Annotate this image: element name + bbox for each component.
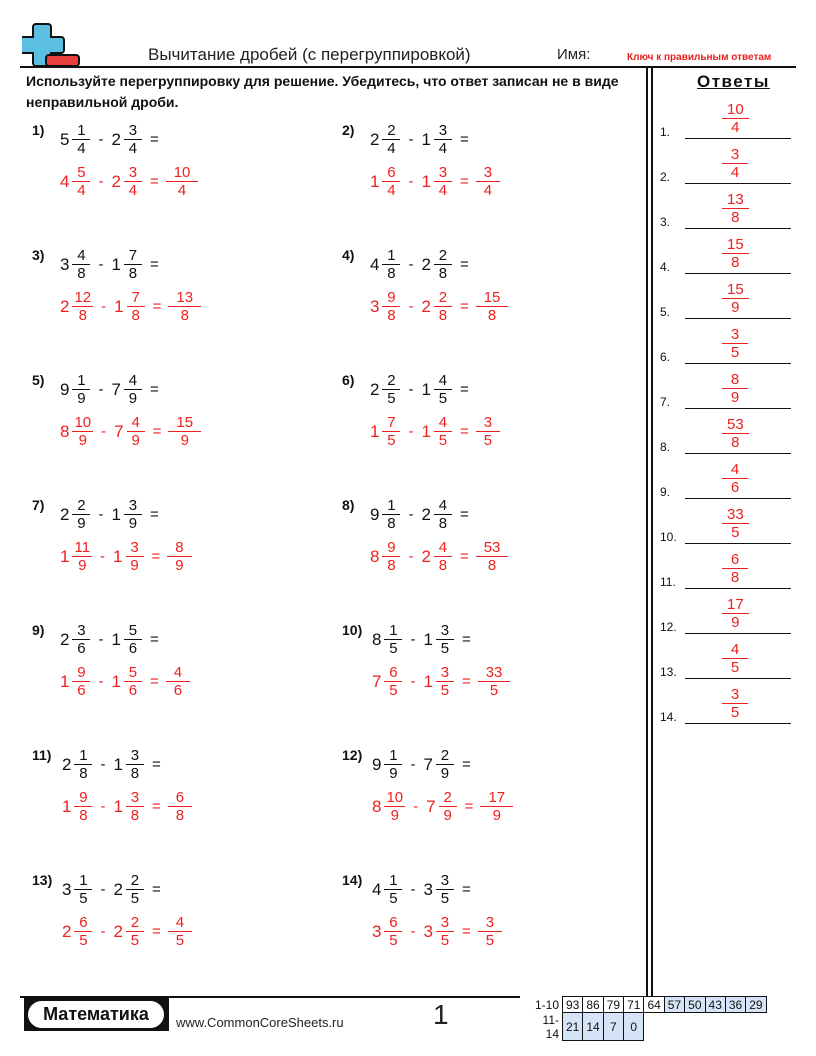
fraction: $\frac{1}{5}$ <box>74 872 92 907</box>
answer-fraction: $\frac{15}{8}$ <box>722 236 749 271</box>
fraction: $\frac{6}{4}$ <box>382 164 400 199</box>
answer-number: 4. <box>660 260 671 274</box>
problem-3 <box>32 247 332 357</box>
answer-item <box>660 324 795 364</box>
problem-number: 2) <box>342 122 355 138</box>
fraction: $\frac{6}{5}$ <box>384 664 402 699</box>
fraction: $\frac{10}{4}$ <box>169 164 196 199</box>
fraction: $\frac{3}{9}$ <box>124 497 142 532</box>
problem-number: 4) <box>342 247 355 263</box>
fraction: $\frac{3}{4}$ <box>124 164 142 199</box>
problem-question: 2 $\frac{2}{4}$ - 1 $\frac{3}{4}$ = <box>370 122 469 157</box>
fraction: $\frac{1}{9}$ <box>72 372 90 407</box>
fraction: $\frac{4}{8}$ <box>72 247 90 282</box>
problem-9 <box>32 622 332 732</box>
problem-number: 1) <box>32 122 45 138</box>
fraction: $\frac{10}{9}$ <box>386 789 404 824</box>
fraction: $\frac{2}{8}$ <box>434 289 452 324</box>
fraction: $\frac{9}{8}$ <box>382 539 400 574</box>
answer-item <box>660 504 795 544</box>
score-cell: 93 <box>563 997 583 1013</box>
answer-item <box>660 594 795 634</box>
problem-number: 6) <box>342 372 355 388</box>
answer-number: 10. <box>660 530 677 544</box>
page-title: Вычитание дробей (с перегруппировкой) <box>148 45 471 64</box>
answer-blank[interactable] <box>685 498 791 500</box>
site-url: www.CommonCoreSheets.ru <box>176 1015 344 1030</box>
fraction: $\frac{4}{5}$ <box>171 914 189 949</box>
fraction: $\frac{3}{5}$ <box>436 872 454 907</box>
answer-blank[interactable] <box>685 273 791 275</box>
answer-item <box>660 414 795 454</box>
problem-8 <box>342 497 642 607</box>
answer-number: 2. <box>660 170 671 184</box>
answer-item <box>660 369 795 409</box>
fraction: $\frac{5}{4}$ <box>72 164 90 199</box>
score-cell: 14 <box>583 1013 603 1041</box>
problem-13 <box>32 872 332 982</box>
answer-fraction: $\frac{6}{8}$ <box>722 551 748 586</box>
answer-item <box>660 99 795 139</box>
fraction: $\frac{2}{4}$ <box>382 122 400 157</box>
problem-question: 2 $\frac{2}{5}$ - 1 $\frac{4}{5}$ = <box>370 372 469 407</box>
fraction: $\frac{1}{8}$ <box>74 747 92 782</box>
fraction: $\frac{3}{8}$ <box>126 747 144 782</box>
answer-item <box>660 189 795 229</box>
problem-4 <box>342 247 642 357</box>
problem-number: 10) <box>342 622 363 638</box>
fraction: $\frac{3}{4}$ <box>479 164 497 199</box>
answer-blank[interactable] <box>685 543 791 545</box>
problem-number: 7) <box>32 497 45 513</box>
problem-question: 3 $\frac{4}{8}$ - 1 $\frac{7}{8}$ = <box>60 247 159 282</box>
problem-1 <box>32 122 332 232</box>
answer-blank[interactable] <box>685 318 791 320</box>
fraction: $\frac{4}{8}$ <box>434 497 452 532</box>
answer-item <box>660 684 795 724</box>
score-table <box>528 996 767 1041</box>
answer-fraction: $\frac{13}{8}$ <box>722 191 749 226</box>
name-label: Имя: <box>557 46 591 63</box>
score-cell: 64 <box>644 997 664 1013</box>
fraction: $\frac{1}{8}$ <box>382 497 400 532</box>
answer-number: 8. <box>660 440 671 454</box>
answer-item <box>660 459 795 499</box>
answer-number: 1. <box>660 125 671 139</box>
fraction: $\frac{1}{8}$ <box>382 247 400 282</box>
answer-item <box>660 144 795 184</box>
problem-number: 3) <box>32 247 45 263</box>
fraction: $\frac{9}{8}$ <box>74 789 92 824</box>
answer-fraction: $\frac{10}{4}$ <box>722 101 749 136</box>
answer-blank[interactable] <box>685 588 791 590</box>
score-cell: 86 <box>583 997 603 1013</box>
answer-number: 3. <box>660 215 671 229</box>
fraction: $\frac{4}{8}$ <box>434 539 452 574</box>
fraction: $\frac{7}{8}$ <box>127 289 145 324</box>
fraction: $\frac{8}{9}$ <box>170 539 188 574</box>
fraction: $\frac{2}{5}$ <box>126 914 144 949</box>
problem-answer: 7 $\frac{6}{5}$ - 1 $\frac{3}{5}$ = $\frac{33}{5}$ <box>372 664 507 699</box>
answer-number: 6. <box>660 350 671 364</box>
answer-blank[interactable] <box>685 228 791 230</box>
problem-question: 4 $\frac{1}{5}$ - 3 $\frac{3}{5}$ = <box>372 872 471 907</box>
fraction: $\frac{2}{9}$ <box>439 789 457 824</box>
fraction: $\frac{1}{5}$ <box>384 872 402 907</box>
problem-11 <box>32 747 332 857</box>
problem-question: 2 $\frac{3}{6}$ - 1 $\frac{5}{6}$ = <box>60 622 159 657</box>
column-divider <box>651 68 653 996</box>
score-cell: 71 <box>624 997 644 1013</box>
problem-question: 9 $\frac{1}{9}$ - 7 $\frac{4}{9}$ = <box>60 372 159 407</box>
fraction: $\frac{4}{9}$ <box>127 414 145 449</box>
answer-number: 7. <box>660 395 671 409</box>
fraction: $\frac{3}{9}$ <box>126 539 144 574</box>
fraction: $\frac{5}{6}$ <box>124 622 142 657</box>
problem-answer: 1 $\frac{7}{5}$ - 1 $\frac{4}{5}$ = $\frac{3}{5}$ <box>370 414 497 449</box>
fraction: $\frac{10}{9}$ <box>74 414 92 449</box>
fraction: $\frac{4}{6}$ <box>169 664 187 699</box>
answer-blank[interactable] <box>685 723 791 725</box>
fraction: $\frac{7}{8}$ <box>124 247 142 282</box>
fraction: $\frac{15}{8}$ <box>479 289 506 324</box>
answer-blank[interactable] <box>685 183 791 185</box>
score-range-label: 11-14 <box>542 1012 559 1041</box>
problem-2 <box>342 122 642 232</box>
plus-minus-logo-icon <box>22 22 82 68</box>
score-cell: 43 <box>705 997 725 1013</box>
answer-blank[interactable] <box>685 408 791 410</box>
score-cell: 57 <box>664 997 684 1013</box>
fraction: $\frac{2}{5}$ <box>126 872 144 907</box>
score-cell: 21 <box>563 1013 583 1041</box>
problem-number: 8) <box>342 497 355 513</box>
fraction: $\frac{2}{9}$ <box>72 497 90 532</box>
problem-number: 11) <box>32 747 52 763</box>
answer-blank[interactable] <box>685 453 791 455</box>
problem-answer: 2 $\frac{12}{8}$ - 1 $\frac{7}{8}$ = $\frac{13}{8}$ <box>60 289 198 324</box>
fraction: $\frac{3}{5}$ <box>479 414 497 449</box>
problem-14 <box>342 872 642 982</box>
problem-answer: 3 $\frac{9}{8}$ - 2 $\frac{2}{8}$ = $\frac{15}{8}$ <box>370 289 505 324</box>
problem-12 <box>342 747 642 857</box>
problem-answer: 2 $\frac{6}{5}$ - 2 $\frac{2}{5}$ = $\frac{4}{5}$ <box>62 914 189 949</box>
fraction: $\frac{11}{9}$ <box>74 539 91 574</box>
fraction: $\frac{17}{9}$ <box>483 789 510 824</box>
problem-question: 8 $\frac{1}{5}$ - 1 $\frac{3}{5}$ = <box>372 622 471 657</box>
answer-number: 5. <box>660 305 671 319</box>
fraction: $\frac{33}{5}$ <box>481 664 508 699</box>
answer-fraction: $\frac{4}{6}$ <box>722 461 748 496</box>
instructions: Используйте перегруппировку для решение. Убедитесь, что ответ записан не в виде неправильной дроби. <box>26 73 619 110</box>
fraction: $\frac{4}{5}$ <box>434 414 452 449</box>
header-divider <box>20 66 796 68</box>
problem-answer: 3 $\frac{6}{5}$ - 3 $\frac{3}{5}$ = $\frac{3}{5}$ <box>372 914 499 949</box>
answer-blank[interactable] <box>685 363 791 365</box>
answer-item <box>660 279 795 319</box>
problem-10 <box>342 622 642 732</box>
problem-question: 4 $\frac{1}{8}$ - 2 $\frac{2}{8}$ = <box>370 247 469 282</box>
fraction: $\frac{2}{5}$ <box>382 372 400 407</box>
score-cell: 36 <box>725 997 745 1013</box>
answer-number: 12. <box>660 620 677 634</box>
fraction: $\frac{3}{4}$ <box>434 164 452 199</box>
fraction: $\frac{3}{4}$ <box>124 122 142 157</box>
problem-answer: 8 $\frac{10}{9}$ - 7 $\frac{2}{9}$ = $\frac{17}{9}$ <box>372 789 510 824</box>
problem-number: 9) <box>32 622 45 638</box>
problem-6 <box>342 372 642 482</box>
answer-item <box>660 639 795 679</box>
problem-question: 2 $\frac{2}{9}$ - 1 $\frac{3}{9}$ = <box>60 497 159 532</box>
answer-blank[interactable] <box>685 678 791 680</box>
problem-answer: 1 $\frac{9}{8}$ - 1 $\frac{3}{8}$ = $\frac{6}{8}$ <box>62 789 189 824</box>
answer-fraction: $\frac{53}{8}$ <box>722 416 749 451</box>
fraction: $\frac{53}{8}$ <box>479 539 506 574</box>
fraction: $\frac{3}{4}$ <box>434 122 452 157</box>
fraction: $\frac{13}{8}$ <box>171 289 198 324</box>
problem-question: 9 $\frac{1}{8}$ - 2 $\frac{4}{8}$ = <box>370 497 469 532</box>
fraction: $\frac{12}{8}$ <box>74 289 92 324</box>
column-divider <box>646 68 648 996</box>
fraction: $\frac{9}{8}$ <box>382 289 400 324</box>
problem-question: 9 $\frac{1}{9}$ - 7 $\frac{2}{9}$ = <box>372 747 471 782</box>
problem-answer: 8 $\frac{10}{9}$ - 7 $\frac{4}{9}$ = $\frac{15}{9}$ <box>60 414 198 449</box>
problem-number: 12) <box>342 747 363 763</box>
problem-number: 14) <box>342 872 363 888</box>
answer-fraction: $\frac{15}{9}$ <box>722 281 749 316</box>
answers-title: Ответы <box>697 72 770 91</box>
score-row <box>528 1013 766 1041</box>
problem-7 <box>32 497 332 607</box>
answer-item <box>660 234 795 274</box>
answer-number: 11. <box>660 575 676 589</box>
problem-question: 2 $\frac{1}{8}$ - 1 $\frac{3}{8}$ = <box>62 747 161 782</box>
score-cell: 79 <box>603 997 623 1013</box>
answer-number: 13. <box>660 665 677 679</box>
fraction: $\frac{1}{5}$ <box>384 622 402 657</box>
problem-number: 13) <box>32 872 53 888</box>
score-cell: 29 <box>746 997 766 1013</box>
answer-fraction: $\frac{3}{5}$ <box>722 686 748 721</box>
problem-answer: 1 $\frac{11}{9}$ - 1 $\frac{3}{9}$ = $\frac{8}{9}$ <box>60 539 189 574</box>
fraction: $\frac{3}{5}$ <box>436 914 454 949</box>
answer-blank[interactable] <box>685 138 791 140</box>
fraction: $\frac{4}{5}$ <box>434 372 452 407</box>
fraction: $\frac{6}{8}$ <box>171 789 189 824</box>
score-cell: 7 <box>603 1013 623 1041</box>
fraction: $\frac{5}{6}$ <box>124 664 142 699</box>
fraction: $\frac{3}{5}$ <box>436 622 454 657</box>
problem-question: 5 $\frac{1}{4}$ - 2 $\frac{3}{4}$ = <box>60 122 159 157</box>
answer-number: 14. <box>660 710 677 724</box>
fraction: $\frac{3}{5}$ <box>436 664 454 699</box>
score-row <box>528 997 766 1013</box>
page-number: 1 <box>433 999 449 1030</box>
answer-fraction: $\frac{3}{4}$ <box>722 146 748 181</box>
answer-fraction: $\frac{3}{5}$ <box>722 326 748 361</box>
answer-item <box>660 549 795 589</box>
fraction: $\frac{4}{9}$ <box>124 372 142 407</box>
fraction: $\frac{1}{9}$ <box>384 747 402 782</box>
fraction: $\frac{2}{8}$ <box>434 247 452 282</box>
problem-answer: 8 $\frac{9}{8}$ - 2 $\frac{4}{8}$ = $\frac{53}{8}$ <box>370 539 505 574</box>
score-cell: 0 <box>624 1013 644 1041</box>
answer-fraction: $\frac{33}{5}$ <box>722 506 749 541</box>
problem-answer: 1 $\frac{6}{4}$ - 1 $\frac{3}{4}$ = $\frac{3}{4}$ <box>370 164 497 199</box>
fraction: $\frac{3}{8}$ <box>126 789 144 824</box>
problem-answer: 1 $\frac{9}{6}$ - 1 $\frac{5}{6}$ = $\frac{4}{6}$ <box>60 664 187 699</box>
brand-label: Математика <box>28 1001 164 1028</box>
answer-number: 9. <box>660 485 671 499</box>
score-cell: 50 <box>685 997 705 1013</box>
answer-fraction: $\frac{4}{5}$ <box>722 641 748 676</box>
problem-answer: 4 $\frac{5}{4}$ - 2 $\frac{3}{4}$ = $\frac{10}{4}$ <box>60 164 195 199</box>
answer-key-label: Ключ к правильным ответам <box>627 52 772 63</box>
problem-question: 3 $\frac{1}{5}$ - 2 $\frac{2}{5}$ = <box>62 872 161 907</box>
answer-fraction: $\frac{8}{9}$ <box>722 371 748 406</box>
score-range-label: 1-10 <box>534 997 559 1012</box>
problem-5 <box>32 372 332 482</box>
answer-fraction: $\frac{17}{9}$ <box>722 596 749 631</box>
fraction: $\frac{2}{9}$ <box>436 747 454 782</box>
fraction: $\frac{3}{5}$ <box>481 914 499 949</box>
fraction: $\frac{3}{6}$ <box>72 622 90 657</box>
fraction: $\frac{6}{5}$ <box>74 914 92 949</box>
fraction: $\frac{9}{6}$ <box>72 664 90 699</box>
answer-blank[interactable] <box>685 633 791 635</box>
fraction: $\frac{15}{9}$ <box>171 414 198 449</box>
fraction: $\frac{6}{5}$ <box>384 914 402 949</box>
fraction: $\frac{7}{5}$ <box>382 414 400 449</box>
fraction: $\frac{1}{4}$ <box>72 122 90 157</box>
problem-number: 5) <box>32 372 45 388</box>
